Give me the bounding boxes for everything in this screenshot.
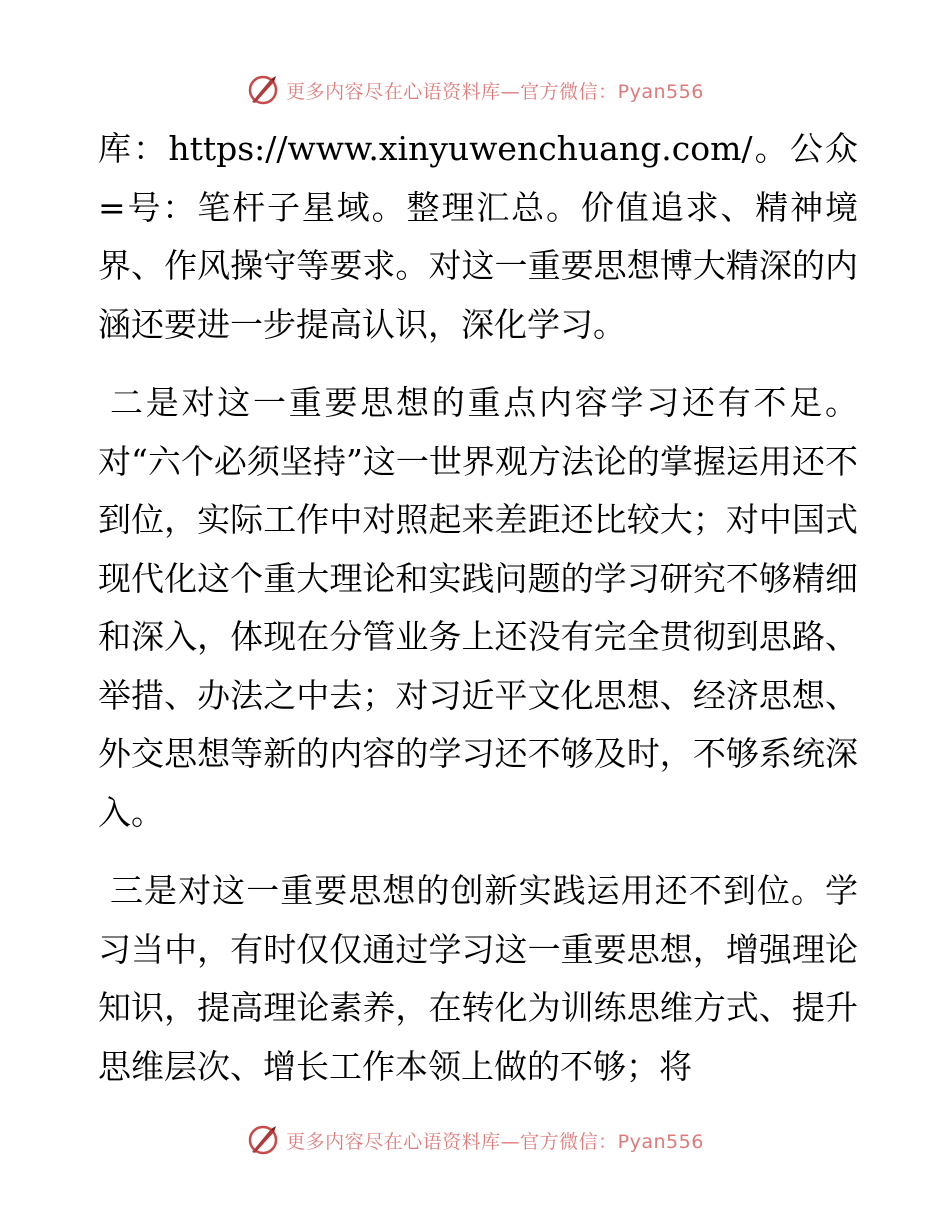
quill-logo-icon: [246, 73, 280, 107]
header-banner-text: 更多内容尽在心语资料库—官方微信：Pyan556: [286, 80, 704, 103]
footer-banner-text: 更多内容尽在心语资料库—官方微信：Pyan556: [286, 1130, 704, 1153]
paragraph-3: 三是对这一重要思想的创新实践运用还不到位。学习当中，有时仅仅通过学习这一重要思想，增强理论知识，提高理论素养，在转化为训练思维方式、提升思维层次、增长工作本领上做的不够；将: [98, 871, 858, 1086]
quill-logo-icon: [246, 1123, 280, 1157]
document-body: [98, 120, 858, 1096]
footer-banner: [0, 1120, 950, 1160]
paragraph-1: 库：https://www.xinyuwenchuang.com/。公众=号：笔杆子星域。整理汇总。价值追求、精神境界、作风操守等要求。对这一重要思想博大精深的内涵还要进一步提高认识，深化学习。: [98, 129, 858, 344]
paragraph-2: 二是对这一重要思想的重点内容学习还有不足。对“六个必须坚持”这一世界观方法论的掌握运用还不到位，实际工作中对照起来差距还比较大；对中国式现代化这个重大理论和实践问题的学习研究不够精细和深入，体现在分管业务上还没有完全贯彻到思路、举措、办法之中去；对习近平文化思想、经济思想、外交思想等新的内容的学习还不够及时，不够系统深入。: [98, 383, 858, 832]
header-banner: [0, 70, 950, 110]
